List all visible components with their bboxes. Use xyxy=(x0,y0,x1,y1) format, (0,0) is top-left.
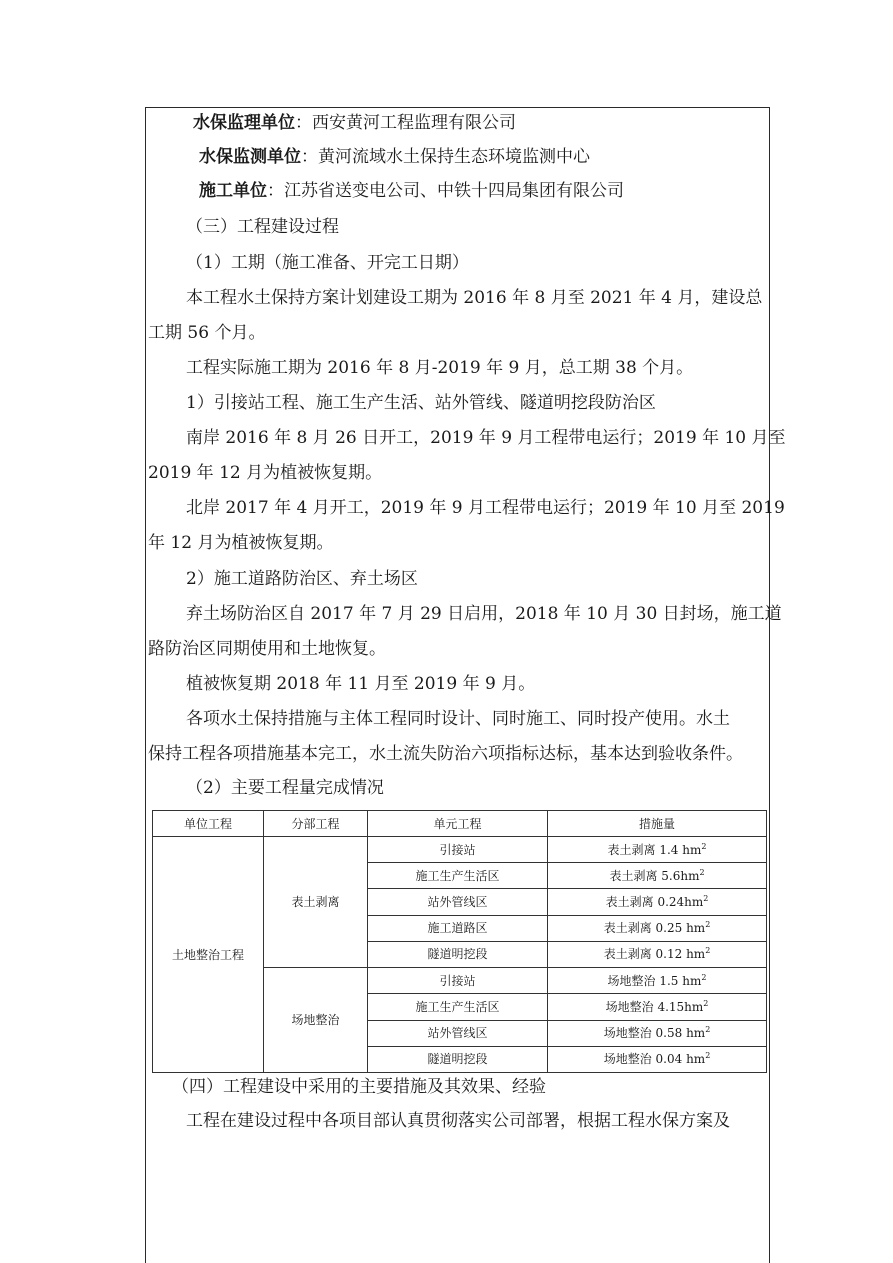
quantity-table xyxy=(152,810,767,1073)
element-cell: 站外管线区 xyxy=(368,1020,548,1046)
spoil-line-1: 弃土场防治区自 2017 年 7 月 29 日启用，2018 年 10 月 30 日封场，施工道 xyxy=(186,604,782,624)
supervision-unit-label: 水保监理单位 xyxy=(193,113,295,133)
element-cell: 隧道明挖段 xyxy=(368,941,548,967)
monitoring-unit-label: 水保监测单位 xyxy=(199,147,301,167)
measure-cell: 场地整治 1.5 $hm^2$ xyxy=(548,968,767,994)
north-line-2: 年 12 月为植被恢复期。 xyxy=(148,533,334,553)
north-line-1: 北岸 2017 年 4 月开工，2019 年 9 月工程带电运行；2019 年 10 月至 2019 xyxy=(186,498,785,518)
monitoring-unit-line: 水保监测单位：黄河流域水土保持生态环境监测中心 xyxy=(199,147,590,167)
element-cell: 施工道路区 xyxy=(368,915,548,941)
supervision-unit-value: 西安黄河工程监理有限公司 xyxy=(312,113,516,133)
section4-heading: （四）工程建设中采用的主要措施及其效果、经验 xyxy=(172,1077,546,1097)
header-sub-project: 分部工程 xyxy=(264,811,368,837)
measure-cell: 场地整治 0.58 $hm^2$ xyxy=(548,1020,767,1046)
supervision-unit-line: 水保监理单位：西安黄河工程监理有限公司 xyxy=(193,113,516,133)
header-measure: 措施量 xyxy=(548,811,767,837)
actual-period: 工程实际施工期为 2016 年 8 月-2019 年 9 月，总工期 38 个月。 xyxy=(186,358,694,378)
sub2-heading: （2）主要工程量完成情况 xyxy=(186,778,384,798)
spoil-line-2: 路防治区同期使用和土地恢复。 xyxy=(148,639,386,659)
measure-cell: 表土剥离 0.25 $hm^2$ xyxy=(548,915,767,941)
header-unit-project: 单位工程 xyxy=(153,811,264,837)
measure-cell: 表土剥离 0.12 $hm^2$ xyxy=(548,941,767,967)
construction-unit-label: 施工单位 xyxy=(199,181,267,201)
plan-line-1: 本工程水土保持方案计划建设工期为 2016 年 8 月至 2021 年 4 月，建设总 xyxy=(186,288,763,308)
measure-cell: 表土剥离 $5.6hm^2$ xyxy=(548,863,767,889)
item1-heading: 1）引接站工程、施工生产生活、站外管线、隧道明挖段防治区 xyxy=(186,393,656,413)
group-name-cell: 表土剥离 xyxy=(264,837,368,968)
measure-cell: 场地整治 0.04 $hm^2$ xyxy=(548,1046,767,1072)
measure-cell: 表土剥离 1.4 $hm^2$ xyxy=(548,837,767,863)
header-element-project: 单元工程 xyxy=(368,811,548,837)
element-cell: 施工生产生活区 xyxy=(368,994,548,1020)
element-cell: 站外管线区 xyxy=(368,889,548,915)
measure-cell: 场地整治 $4.15hm^2$ xyxy=(548,994,767,1020)
summary-line-2: 保持工程各项措施基本完工，水土流失防治六项指标达标，基本达到验收条件。 xyxy=(148,744,743,764)
vegetation-period: 植被恢复期 2018 年 11 月至 2019 年 9 月。 xyxy=(186,674,536,694)
element-cell: 施工生产生活区 xyxy=(368,863,548,889)
group-name-cell: 场地整治 xyxy=(264,968,368,1073)
plan-line-2: 工期 56 个月。 xyxy=(148,323,266,343)
construction-unit-value: 江苏省送变电公司、中铁十四局集团有限公司 xyxy=(284,181,624,201)
south-line-2: 2019 年 12 月为植被恢复期。 xyxy=(148,463,383,483)
summary-line-1: 各项水土保持措施与主体工程同时设计、同时施工、同时投产使用。水土 xyxy=(186,709,730,729)
element-cell: 引接站 xyxy=(368,968,548,994)
monitoring-unit-value: 黄河流域水土保持生态环境监测中心 xyxy=(318,147,590,167)
section4-paragraph-line-1: 工程在建设过程中各项目部认真贯彻落实公司部署，根据工程水保方案及 xyxy=(186,1111,730,1131)
section3-heading: （三）工程建设过程 xyxy=(186,217,339,237)
unit-project-cell: 土地整治工程 xyxy=(153,837,264,1073)
item2-heading: 2）施工道路防治区、弃土场区 xyxy=(186,569,418,589)
table-row xyxy=(153,837,767,863)
element-cell: 隧道明挖段 xyxy=(368,1046,548,1072)
element-cell: 引接站 xyxy=(368,837,548,863)
south-line-1: 南岸 2016 年 8 月 26 日开工，2019 年 9 月工程带电运行；2019 年 10 月至 xyxy=(186,428,786,448)
construction-unit-line: 施工单位：江苏省送变电公司、中铁十四局集团有限公司 xyxy=(199,181,624,201)
sub1-heading: （1）工期（施工准备、开完工日期） xyxy=(186,253,469,273)
table-header-row xyxy=(153,811,767,837)
measure-cell: 表土剥离 $0.24hm^2$ xyxy=(548,889,767,915)
